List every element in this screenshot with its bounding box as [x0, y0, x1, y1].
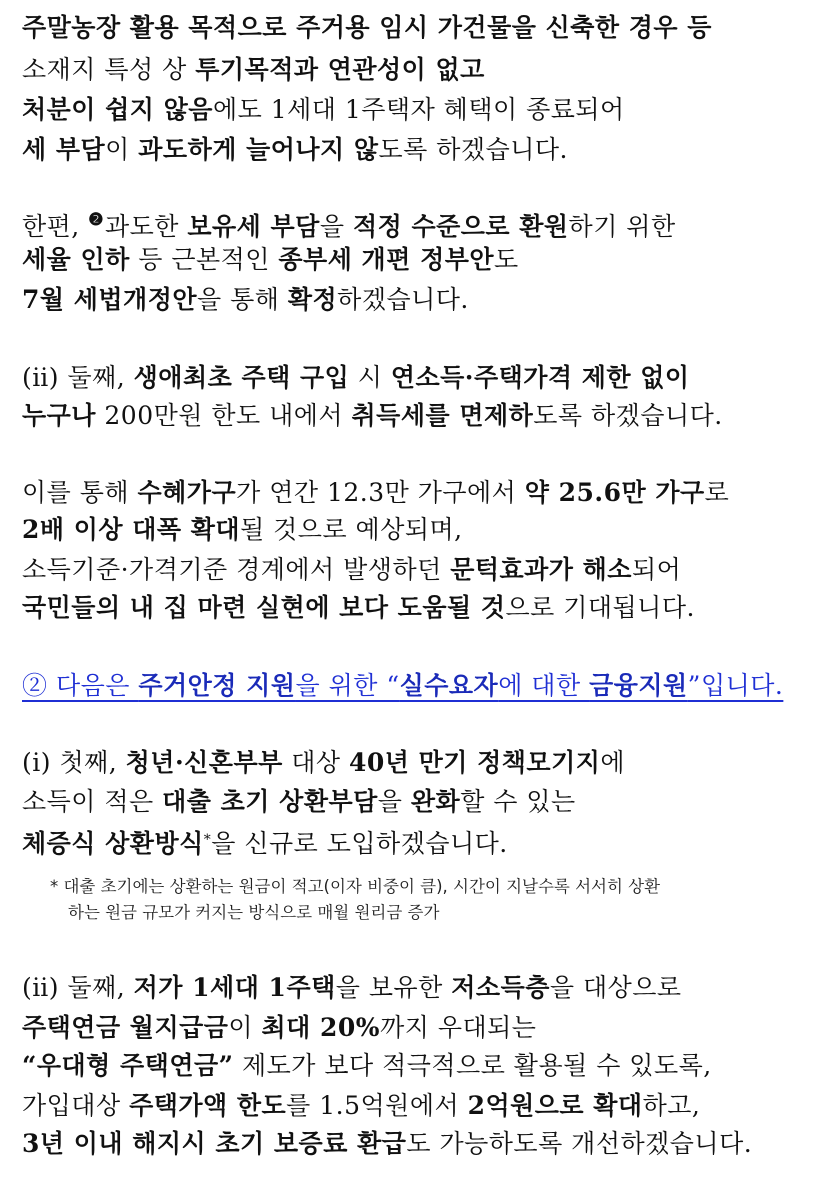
- text-span: 누구나: [22, 401, 96, 430]
- text-line: [22, 10, 822, 46]
- text-span: 2배 이상 대폭 확대: [22, 515, 241, 544]
- text-span: 국민들의 내 집 마련 실현에 보다 도움될 것: [22, 593, 506, 622]
- text-span: 청년·신혼부부: [125, 748, 283, 777]
- text-line: [22, 784, 822, 820]
- footnote: [50, 874, 830, 926]
- number-badge-2: ❷: [88, 210, 104, 230]
- text-span: 로: [704, 478, 730, 507]
- text-span: 확정: [287, 285, 338, 314]
- text-line: [22, 475, 822, 511]
- text-span: “우대형 주택연금”: [22, 1051, 234, 1080]
- text-span: 처분이 쉽지 않음: [22, 95, 213, 124]
- text-span: 하기 위한: [568, 212, 676, 241]
- footnote-line: 하는 원금 규모가 커지는 방식으로 매월 원리금 증가: [68, 903, 440, 922]
- text-span: 200만원 한도 내에서: [95, 401, 352, 430]
- text-line: [22, 242, 822, 278]
- text-span: 대출 초기 상환부담: [162, 787, 378, 816]
- text-span: 저가 1세대 1주택: [133, 973, 336, 1002]
- text-line: [22, 552, 822, 588]
- text-span: 보유세 부담: [187, 212, 320, 241]
- text-span: 될 것으로 예상되며,: [240, 515, 463, 544]
- text-span: 적정 수준으로 환원: [352, 212, 569, 241]
- text-span: 투기목적과 연관성이 없고: [195, 55, 485, 84]
- text-span: 를 1.5억원에서: [286, 1091, 468, 1120]
- text-span: 하고,: [642, 1091, 701, 1120]
- text-span: 에: [600, 748, 626, 777]
- text-span: 둘째,: [67, 363, 134, 392]
- text-line: [22, 1088, 822, 1124]
- text-line: [22, 398, 822, 434]
- text-span: 세 부담: [22, 135, 106, 164]
- text-span: 하겠습니다.: [337, 285, 469, 314]
- text-span: 제도가 보다 적극적으로 활용될 수 있도록,: [233, 1051, 712, 1080]
- text-line: [22, 202, 822, 245]
- text-span: 도 가능하도록 개선하겠습니다.: [406, 1129, 753, 1158]
- text-span: 까지 우대되는: [380, 1013, 537, 1042]
- text-span: 수혜가구: [137, 478, 237, 507]
- text-span: 체증식 상환방식: [22, 829, 204, 858]
- text-span: ② 다음은: [22, 671, 139, 700]
- text-span: 을 보유한: [335, 973, 452, 1002]
- text-span: 시: [349, 363, 391, 392]
- text-span: 종부세 개편 정부안: [278, 245, 495, 274]
- text-span: 이: [228, 1013, 262, 1042]
- text-span: 을 대상으로: [549, 973, 682, 1002]
- text-line: [22, 1048, 822, 1084]
- text-span: 등 근본적인: [129, 245, 279, 274]
- text-span: 이를 통해: [22, 478, 138, 507]
- text-span: 에 대한: [498, 671, 590, 700]
- text-span: 7월 세법개정안: [22, 285, 197, 314]
- text-line: [22, 745, 822, 781]
- text-line: [22, 360, 822, 396]
- text-line: [22, 1126, 822, 1162]
- text-span: ”입니다.: [687, 671, 784, 700]
- text-span: 첫째,: [59, 748, 126, 777]
- text-span: 완화: [410, 787, 461, 816]
- text-line: [22, 282, 822, 318]
- text-span: 2억원으로 확대: [467, 1091, 643, 1120]
- text-span: 을 신규로 도입하겠습니다.: [211, 829, 508, 858]
- text-line: [22, 92, 822, 128]
- text-line: [22, 1010, 822, 1046]
- text-line: [22, 132, 822, 168]
- text-span: 주말농장 활용 목적으로 주거용 임시 가건물을 신축한 경우 등: [22, 13, 712, 42]
- text-span: 도록 하겠습니다.: [533, 401, 723, 430]
- text-span: 한편,: [22, 212, 89, 241]
- text-span: 도록 하겠습니다.: [378, 135, 568, 164]
- text-span: 소재지 특성 상: [22, 55, 196, 84]
- text-span: 40년 만기 정책모기지: [348, 748, 601, 777]
- text-span: 소득이 적은: [22, 787, 163, 816]
- text-span: 대상: [282, 748, 349, 777]
- text-span: 가입대상: [22, 1091, 130, 1120]
- text-span: 으로 기대됩니다.: [505, 593, 695, 622]
- text-span: 실수요자: [399, 671, 499, 700]
- text-span: 연소득·주택가격 제한 없이: [390, 363, 690, 392]
- footnote-line: * 대출 초기에는 상환하는 원금이 적고(이자 비중이 큼), 시간이 지날수록 서서히 상환: [50, 877, 661, 896]
- text-span: 을 위한 “: [295, 671, 400, 700]
- text-line: [22, 52, 822, 88]
- text-line: [22, 590, 822, 626]
- item-number: (ⅱ): [22, 363, 68, 392]
- text-span: 가 연간 12.3만 가구에서: [236, 478, 525, 507]
- text-span: 을 통해: [197, 285, 288, 314]
- text-span: 할 수 있는: [460, 787, 576, 816]
- text-line: [22, 512, 822, 548]
- text-span: 과도한: [104, 212, 188, 241]
- text-span: 둘째,: [67, 973, 134, 1002]
- text-span: 을: [319, 212, 353, 241]
- text-span: 에도 1세대 1주택자 혜택이 종료되어: [212, 95, 625, 124]
- text-span: 이: [105, 135, 139, 164]
- text-span: 과도하게 늘어나지 않: [138, 135, 379, 164]
- item-number: (ⅱ): [22, 973, 68, 1002]
- text-span: 약 25.6만 가구: [524, 478, 705, 507]
- text-span: 저소득층: [451, 973, 550, 1002]
- text-span: 주택가액 한도: [129, 1091, 287, 1120]
- text-span: 최대 20%: [261, 1013, 381, 1042]
- text-span: 문턱효과가 해소: [450, 555, 632, 584]
- text-span: 금융지원: [589, 671, 688, 700]
- footnote-mark: *: [203, 832, 212, 848]
- text-span: 되어: [631, 555, 682, 584]
- section-heading: [22, 668, 822, 704]
- text-span: 을: [377, 787, 411, 816]
- text-span: 주택연금 월지급금: [22, 1013, 229, 1042]
- text-span: 취득세를 면제하: [351, 401, 534, 430]
- text-line: [22, 822, 822, 862]
- text-span: 세율 인하: [22, 245, 130, 274]
- text-span: 소득기준·가격기준 경계에서 발생하던: [22, 555, 451, 584]
- text-span: 3년 이내 해지시 초기 보증료 환급: [22, 1129, 407, 1158]
- text-span: 도: [494, 245, 519, 274]
- text-span: 주거안정 지원: [138, 671, 296, 700]
- item-number: (ⅰ): [22, 748, 60, 777]
- text-line: [22, 970, 822, 1006]
- text-span: 생애최초 주택 구입: [133, 363, 350, 392]
